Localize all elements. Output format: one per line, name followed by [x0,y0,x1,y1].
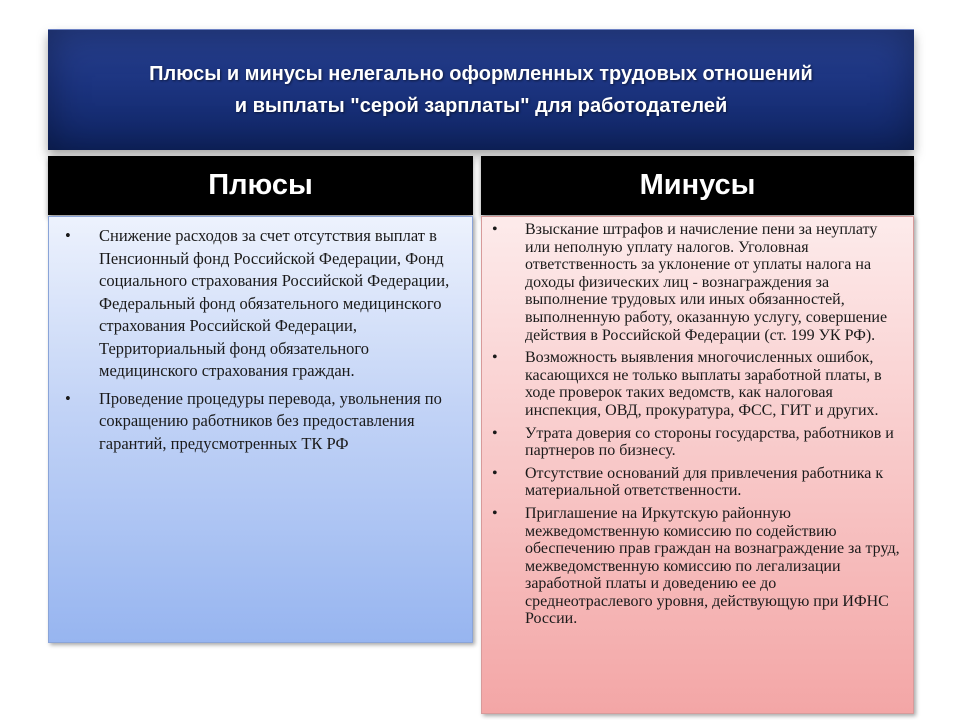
cons-list-item: • Утрата доверия со стороны государства, работников и партнеров по бизнесу. [492,425,903,460]
slide-title-line-1: Плюсы и минусы нелегально оформленных трудовых отношений [149,63,813,85]
cons-list [492,221,903,628]
slide-title-banner [48,29,914,150]
cons-list-item: • Отсутствие оснований для привлечения работника к материальной ответственности. [492,465,903,500]
pros-list [65,225,460,455]
pros-list-item: • Снижение расходов за счет отсутствия выплат в Пенсионный фонд Российской Федерации, Фонд социального страхования Российской Федерации, Федеральный фонд обязательного медицинского страхования Российской Федерации, Территориальный фонд обязательного медицинского страхования граждан. [65,225,460,383]
pros-header: Плюсы [48,156,473,215]
cons-panel [481,216,914,714]
cons-header: Минусы [481,156,914,215]
cons-list-item: • Приглашение на Иркутскую районную межведомственную комиссию по содействию обеспечению прав граждан на вознаграждение за труд, межведомственную комиссию по легализации заработной платы и доведению ее до среднеотраслевого уровня, действующую при ИФНС России. [492,505,903,628]
slide-title-line-2: и выплаты "серой зарплаты" для работодателей [234,95,728,117]
pros-panel [48,216,473,643]
cons-list-item: • Возможность выявления многочисленных ошибок, касающихся не только выплаты заработной платы, в ходе проверок таких ведомств, как налоговая инспекция, ОВД, прокуратура, ФСС, ГИТ и других. [492,349,903,419]
pros-list-item: • Проведение процедуры перевода, увольнения по сокращению работников без предоставления гарантий, предусмотренных ТК РФ [65,388,460,456]
cons-list-item: • Взыскание штрафов и начисление пени за неуплату или неполную уплату налогов. Уголовная ответственность за уклонение от уплаты налога на доходы физических лиц - вознаграждения за выполнение трудовых или иных обязанностей, выполненную работу, оказанную услугу, совершение действия в Российской Федерации (ст. 199 УК РФ). [492,221,903,344]
